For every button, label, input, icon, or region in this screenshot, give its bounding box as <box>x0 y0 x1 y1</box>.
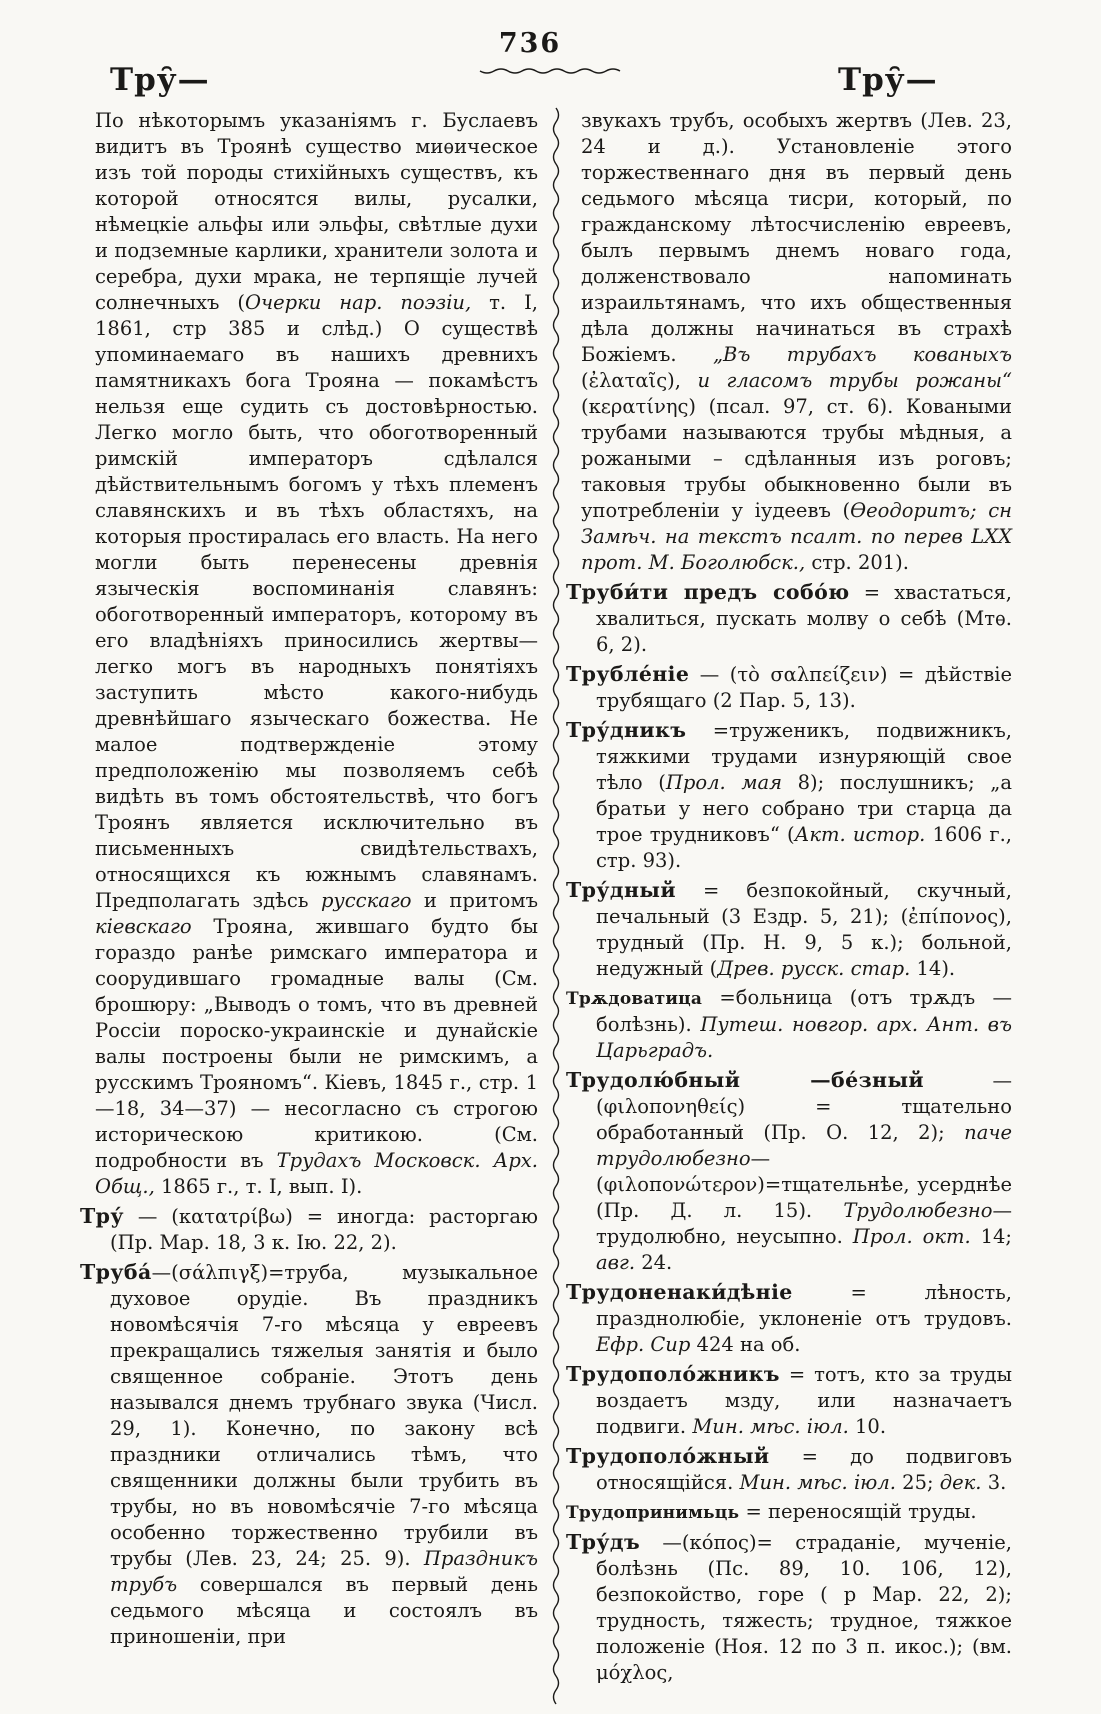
dictionary-entry <box>566 877 1012 982</box>
entry-text-segment: —(σάλπιγξ)=труба, музыкальное духовое орудіе. Въ праздникъ новомѣсячія 7-го мѣсяца у евреевъ прекращались тяжелыя занятія и было священное собраніе. Этотъ день назывался днемъ трубнаго звука (Числ. 29, 1). Конечно, по закону всѣ праздники отличались тѣмъ, что священники должны были трубить въ трубы, но въ новомѣсячіе 7-го мѣсяца особенно торжественно трубили въ трубы (Лев. 23, 24; 25. 9). <box>110 1261 538 1570</box>
entry-text-segment: русскаго <box>320 889 412 912</box>
entry-text-segment: (ἐλαταῖς), <box>581 369 698 392</box>
running-head-right: Тру̑— <box>838 62 938 98</box>
entry-text-segment: Акт. истор. <box>794 823 926 846</box>
entry-text-segment: (κερατίνης) (псал. 97, ст. 6). Коваными трубами называются трубы мѣдныя, а рожаными – сдѣланныя изъ роговъ; таковыя трубы обыкновенно были въ употребленіи у іудеевъ ( <box>581 395 1012 522</box>
column-divider-rule <box>548 106 564 1706</box>
dictionary-entry <box>80 1259 538 1650</box>
dictionary-entry <box>566 1529 1012 1686</box>
page-number-flourish <box>470 64 630 78</box>
entry-text-segment: = до подвиговъ относящійся. <box>596 1445 1012 1494</box>
entry-text-segment: авг. <box>596 1251 636 1274</box>
entry-text-segment: = тотъ, кто за труды воздаетъ мзду, или назначаетъ подвиги. <box>596 1363 1012 1438</box>
dictionary-entry <box>566 717 1012 874</box>
dictionary-entry <box>566 1067 1012 1276</box>
entry-text-segment: Трудолюбезно <box>843 1199 993 1222</box>
entry-text-segment: Очерки нар. поэзіи, <box>244 291 472 314</box>
entry-text-segment: Ѳеодоритъ; сн Замѣч. на текстъ псалт. по перев LXX прот. М. Боголюбск., <box>581 499 1012 574</box>
entry-text-segment: 1865 г., т. I, вып. I). <box>154 1175 363 1198</box>
entry-headword: Тру́ <box>80 1204 124 1228</box>
entry-text-segment: Путеш. новгор. арх. Ант. въ Царьградъ. <box>596 1013 1012 1062</box>
entry-text-segment: — (φιλοπονηθείς) = тщательно обработанный (Пр. О. 12, 2); <box>596 1069 1012 1144</box>
entry-text-segment: 14; <box>970 1225 1012 1248</box>
entry-text-segment: По нѣкоторымъ указаніямъ г. Буслаевъ видитъ въ Троянѣ существо миѳическое изъ той породы стихійныхъ существъ, къ которой относятся вилы, русалки, нѣмецкіе альфы или эльфы, свѣтлые духи и подземные карлики, хранители золота и серебра, духи мрака, не терпящіе лучей солнечныхъ ( <box>95 109 538 314</box>
entry-headword: Трудопринимьць <box>566 1503 740 1523</box>
entry-headword: Трудополо́жный <box>566 1444 770 1468</box>
entry-text-segment: 10. <box>848 1415 887 1438</box>
dictionary-entry <box>566 579 1012 658</box>
entry-text-segment: дек. <box>939 1471 982 1494</box>
entry-text-segment: 424 на об. <box>690 1333 801 1356</box>
entry-text-segment: =труженикъ, подвижникъ, тяжкими трудами изнуряющій свое тѣло ( <box>596 719 1012 794</box>
entry-headword: Тру́дный <box>566 878 676 902</box>
entry-text-segment: кіевскаго <box>95 915 192 938</box>
entry-headword: Тру́дникъ <box>566 718 687 742</box>
entry-text-segment: — (κατατρίβω) = иногда: расторгаю (Пр. Мар. 18, 3 к. Ію. 22, 2). <box>110 1205 538 1254</box>
entry-text-segment: =больница (отъ трѫдъ — болѣзнь). <box>596 986 1012 1036</box>
entry-headword: Трудополо́жникъ <box>566 1362 780 1386</box>
entry-headword: Тру́дъ <box>566 1530 641 1554</box>
column-left <box>80 108 538 1653</box>
entry-text-segment: = безпокойный, скучный, печальный (3 Ездр. 5, 21); (ἐπίπονος), трудный (Пр. Н. 9, 5 к.); больной, недужный ( <box>596 879 1012 980</box>
entry-text-segment: Древ. русск. стар. <box>717 957 911 980</box>
dictionary-entry <box>566 985 1012 1064</box>
entry-text-segment: —трудолюбно, неусыпно. <box>596 1199 1012 1248</box>
entry-text-segment: 8); послушникъ; „а братьи у него собрано три старца да трое трудниковъ“ ( <box>596 771 1012 846</box>
dictionary-entry <box>566 1499 1012 1526</box>
entry-text-segment: Праздникъ трубъ <box>110 1547 538 1596</box>
dictionary-entry <box>566 1279 1012 1358</box>
entry-text-segment: Мин. мѣс. іюл. <box>692 1415 849 1438</box>
entry-text-segment: = лѣность, празднолюбіе, уклоненіе отъ трудовъ. <box>596 1281 1012 1330</box>
dictionary-entry <box>566 1361 1012 1440</box>
entry-text-segment: „Въ трубахъ кованыхъ <box>712 343 1012 366</box>
entry-text-segment: стр. 201). <box>805 551 909 574</box>
entry-text-segment: 24. <box>635 1251 673 1274</box>
entry-text-segment: —(φιλοπονώτερον)=тщательнѣе, усерднѣе (Пр. Д. л. 15). <box>596 1147 1012 1222</box>
entry-text-segment: 25; <box>895 1471 940 1494</box>
page-number: 736 <box>498 28 562 59</box>
entry-text-segment: совершался въ первый день седьмого мѣсяца и состоялъ въ приношеніи, при <box>110 1573 538 1648</box>
dictionary-entry <box>80 1203 538 1256</box>
entry-text-segment: и притомъ <box>411 889 538 912</box>
entry-text-segment: — (τὸ σαλπείζειν) = дѣйствіе трубящаго (2 Пар. 5, 13). <box>596 663 1012 712</box>
entry-text-segment: т. I, 1861, стр 385 и слѣд.) О существѣ упоминаемаго въ нашихъ древнихъ памятникахъ бога Трояна — покамѣстъ нельзя еще судить съ достовѣрностью. Легко могло быть, что обоготворенный римскій императоръ сдѣлался дѣйствительнымъ богомъ у тѣхъ племенъ славянскихъ и въ тѣхъ областяхъ, на которыя простиралась его власть. На него могли быть перенесены древнія языческія воспоминанія славянъ: обоготворенный императоръ, которому въ его владѣніяхъ приносились жертвы— легко могъ въ народныхъ понятіяхъ заступить мѣсто какого-нибудь древнѣйшаго языческаго божества. Не малое подтвержденіе этому предположенію мы позволяемъ себѣ видѣть въ томъ обстоятельствѣ, что богъ Троянъ является исключительно въ письменныхъ свидѣтельствахъ, относящихся къ южнымъ славянамъ. Предполагать здѣсь <box>95 291 538 912</box>
column-right <box>566 108 1012 1689</box>
entry-text-segment: и гласомъ трубы рожаны“ <box>697 369 1012 392</box>
entry-text-segment: 14). <box>910 957 956 980</box>
dictionary-entry <box>566 1443 1012 1496</box>
entry-text-segment: 3. <box>981 1471 1007 1494</box>
entry-text-segment: Трудахъ Московск. Арх. Общ., <box>95 1149 538 1198</box>
continuation-paragraph <box>80 108 538 1200</box>
entry-text-segment: —(κόπος)= страданіе, мученіе, болѣзнь (Пс. 89, 10. 106, 12), безпокойство, горе ( р Мар. 22, 2); трудность, тяжесть; трудное, тяжкое положеніе (Ноя. 12 по 3 п. икос.); (вм. μόχλος, <box>596 1531 1012 1684</box>
entry-text-segment: = хвастаться, хвалиться, пускать молву о себѣ (Мтѳ. 6, 2). <box>596 581 1012 656</box>
entry-headword: Трудоненаки́дѣніе <box>566 1280 793 1304</box>
running-head-left: Тру̑— <box>110 62 210 98</box>
entry-headword: Трѫдоватица <box>566 989 703 1009</box>
entry-text-segment: паче трудолюбезно <box>596 1121 1012 1170</box>
dictionary-entry <box>566 661 1012 714</box>
entry-text-segment: Трояна, жившаго будто бы гораздо ранѣе римскаго императора и соорудившаго громадные валы (См. брошюру: „Выводъ о томъ, что въ древней Россіи пороско-украинскіе и дунайскіе валы построены были не римскимъ, а русскимъ Трояномъ“. Кіевъ, 1845 г., стр. 1—18, 34—37) — несогласно съ строгою историческою критикою. (См. подробности въ <box>95 915 538 1172</box>
continuation-paragraph <box>566 108 1012 576</box>
entry-text-segment: Прол. мая <box>665 771 783 794</box>
entry-text-segment: 1606 г., стр. 93). <box>596 823 1012 872</box>
entry-text-segment: Мин. мѣс. іюл. <box>739 1471 896 1494</box>
entry-headword: Трубле́ніе <box>566 662 690 686</box>
entry-headword: Трудолю́бный —бе́зный <box>566 1068 925 1092</box>
entry-headword: Труби́ти предъ собо́ю <box>566 580 850 604</box>
entry-headword: Труба́ <box>80 1260 152 1284</box>
entry-text-segment: = переносящій труды. <box>739 1500 977 1523</box>
entry-text-segment: звукахъ трубъ, особыхъ жертвъ (Лев. 23, 24 и д.). Установленіе этого торжественнаго дня въ первый день седьмого мѣсяца тисри, который, по гражданскому лѣтосчисленію евреевъ, былъ первымъ днемъ новаго года, долженствовало напоминать израильтянамъ, что ихъ общественныя дѣла должны начинаться въ страхѣ Божіемъ. <box>581 109 1012 366</box>
entry-text-segment: Прол. окт. <box>852 1225 971 1248</box>
entry-text-segment: Ефр. Сир <box>596 1333 691 1356</box>
